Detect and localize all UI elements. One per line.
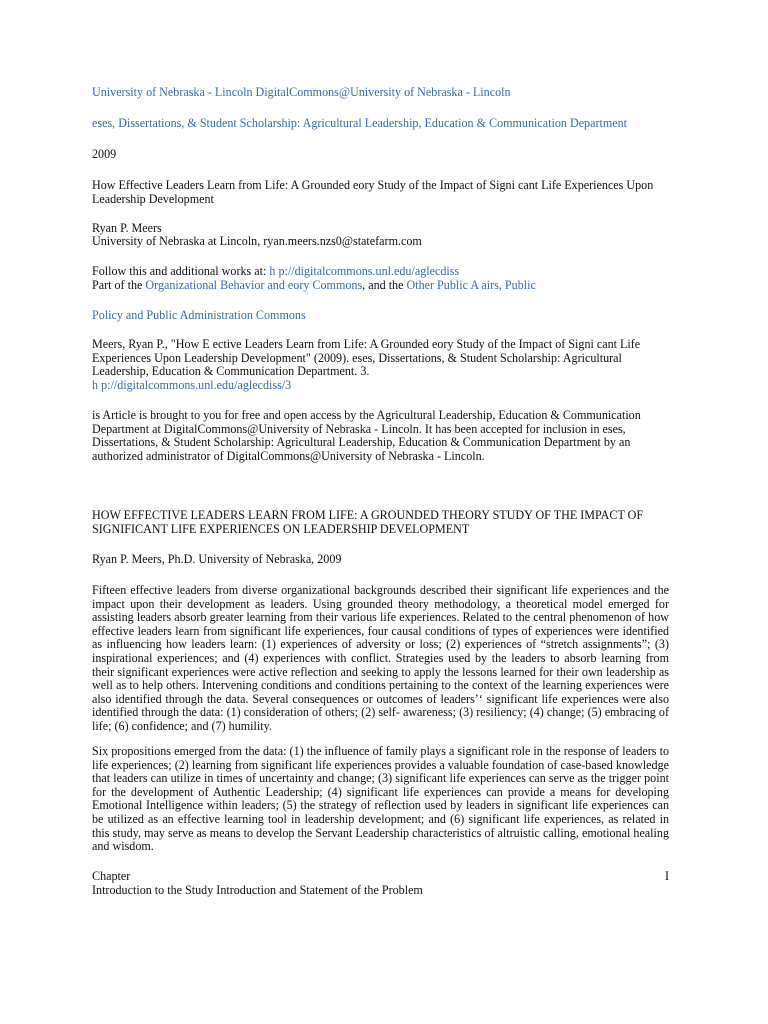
follow-prefix: Follow this and additional works at: <box>92 264 270 278</box>
part-of-separator: , and the <box>362 278 407 292</box>
abstract-heading: HOW EFFECTIVE LEADERS LEARN FROM LIFE: A GROUNDED THEORY STUDY OF THE IMPACT OF SIGNIFICANT LIFE EXPERIENCES ON LEADERSHIP DEVELOPMENT <box>92 508 644 536</box>
follow-line <box>92 265 669 279</box>
author-affiliation: University of Nebraska at Lincoln, ryan.meers.nzs0@statefarm.com <box>92 234 422 248</box>
chapter-label: Chapter <box>92 869 131 883</box>
policy-admin-commons-link[interactable]: Policy and Public Administration Commons <box>92 308 306 322</box>
open-access-notice: is Article is brought to you for free and open access by the Agricultural Leadership, Education & Communication Department at DigitalCommons@University of Nebraska - Lincoln. It has been accepted for inclusion in eses, Dissertations, & Student Scholarship: Agricultural Leadership, Education & Communication Department by an authorized administrator of DigitalCommons@University of Nebraska - Lincoln. <box>92 408 641 463</box>
citation-link-line <box>92 379 669 393</box>
follow-link[interactable]: h p://digitalcommons.unl.edu/aglecdiss <box>269 264 460 278</box>
repository-link-line <box>92 86 669 100</box>
collection-link[interactable]: eses, Dissertations, & Student Scholarship: Agricultural Leadership, Education & Communication Department <box>92 116 628 130</box>
citation-link[interactable]: h p://digitalcommons.unl.edu/aglecdiss/3 <box>92 378 292 392</box>
document-title: How Effective Leaders Learn from Life: A Grounded eory Study of the Impact of Signi cant Life Experiences Upon Leadership Development <box>92 178 654 206</box>
part-of-line <box>92 279 669 293</box>
collection-link-line <box>92 117 669 131</box>
author-name: Ryan P. Meers <box>92 221 162 235</box>
policy-commons-line <box>92 309 669 323</box>
publication-year: 2009 <box>92 147 117 161</box>
abstract-byline: Ryan P. Meers, Ph.D. University of Nebraska, 2009 <box>92 552 342 566</box>
chapter-title: Introduction to the Study Introduction and Statement of the Problem <box>92 883 423 897</box>
chapter-number: I <box>664 869 669 883</box>
org-behavior-commons-link[interactable]: Organizational Behavior and eory Commons <box>145 278 363 292</box>
part-of-prefix: Part of the <box>92 278 146 292</box>
citation-text: Meers, Ryan P., "How E ective Leaders Learn from Life: A Grounded eory Study of the Impact of Signi cant Life Experiences Upon Leadership Development" (2009). eses, Dissertations, & Student Scholarship: Agricultural Leadership, Education & Communication Department. 3. <box>92 337 641 379</box>
abstract-paragraph-2: Six propositions emerged from the data: (1) the influence of family plays a significant role in the response of leaders to life experiences; (2) learning from significant life experiences provides a valuable foundation of case-based knowledge that leaders can utilize in times of uncertainty and change; (3) significant life experiences can serve as the trigger point for the development of Authentic Leadership; (4) significant life experiences can provide a means for developing Emotional Intelligence within leaders; (5) the strategy of reflection used by leaders in significant life experiences can be utilized as an effective learning tool in leadership development; and (6) significant life experiences, as related in this study, may serve as means to develop the Servant Leadership characteristics of altruistic calling, emotional healing and wisdom. <box>92 744 669 854</box>
other-public-affairs-link[interactable]: Other Public A airs, Public <box>406 278 536 292</box>
repository-link[interactable]: University of Nebraska - Lincoln DigitalCommons@University of Nebraska - Lincoln <box>92 85 511 99</box>
chapter-label-row <box>92 870 669 884</box>
abstract-paragraph-1: Fifteen effective leaders from diverse organizational backgrounds described their significant life experiences and the impact upon their development as leaders. Using grounded theory methodology, a theoretical model emerged for assisting leaders absorb greater learning from their various life experiences. Related to the central phenomenon of how effective leaders learn from significant life experiences, four causal conditions of types of experiences were identified as influencing how leaders learn: (1) experiences of adversity or loss; (2) experiences of “stretch assignments”; (3) inspirational experiences; and (4) experiences with conflict. Strategies used by the leaders to absorb learning from their significant experiences were active reflection and seeking to apply the lessons learned for their own leadership as well as to help others. Intervening conditions and conditions pertaining to the context of the learning experiences were also identified through the data. Several consequences or outcomes of leaders’‘ significant life experiences were also identified through the data: (1) consideration of others; (2) self- awareness; (3) resiliency; (4) change; (5) embracing of life; (6) confidence; and (7) humility. <box>92 583 669 733</box>
